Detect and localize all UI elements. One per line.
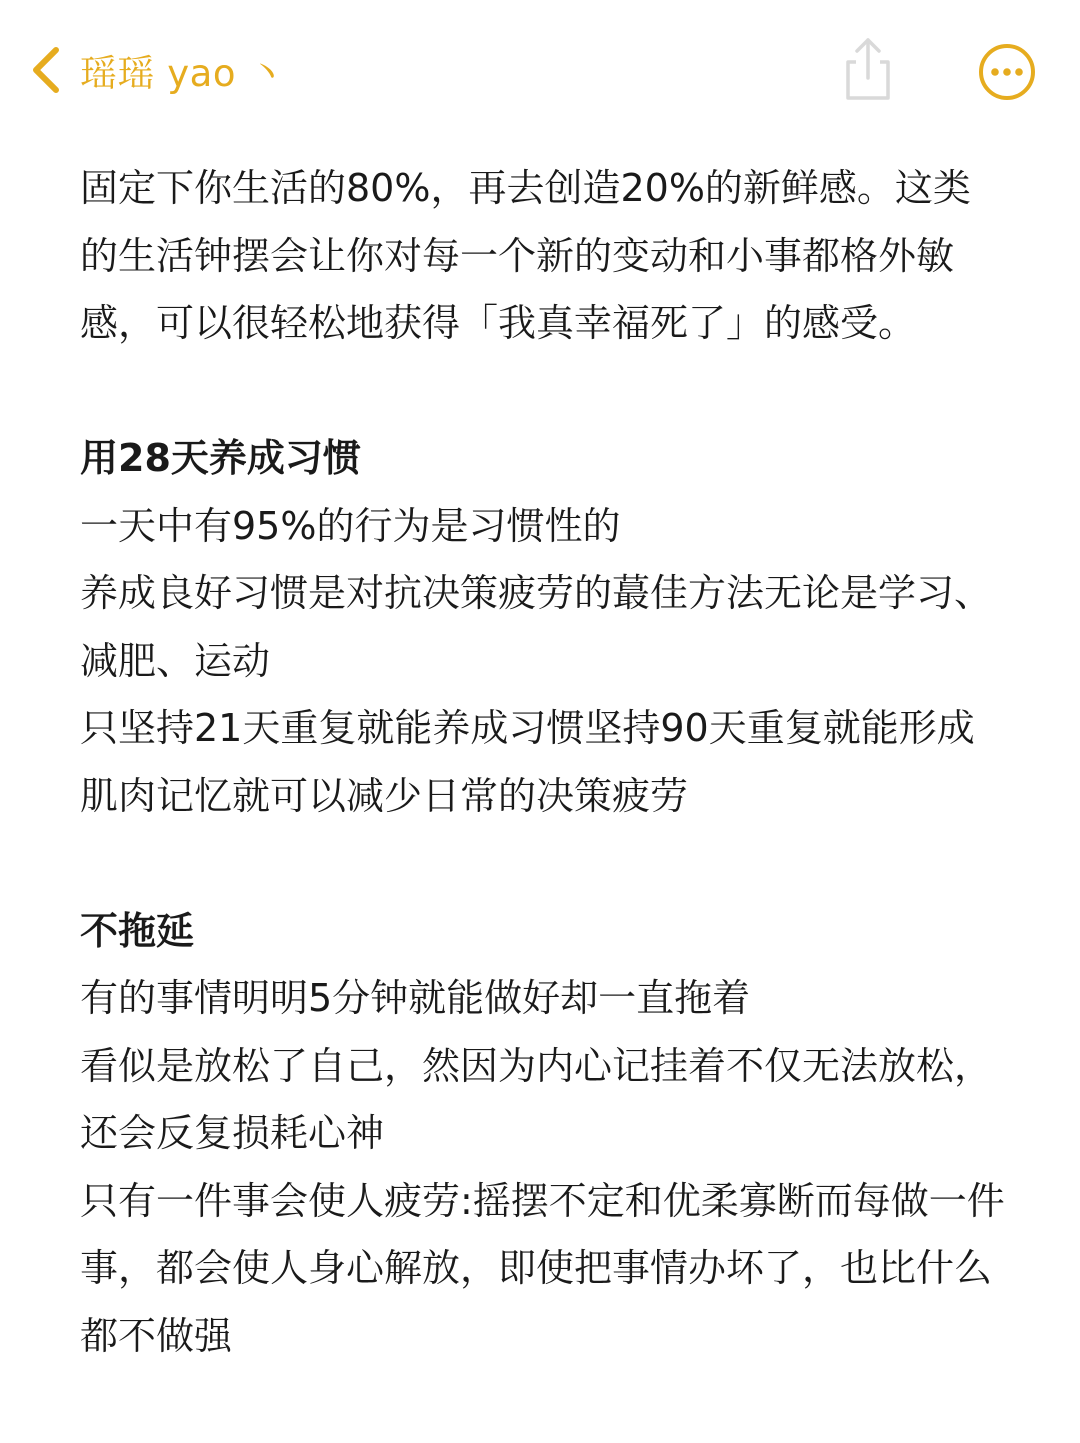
paragraph-line: 有的事情明明5分钟就能做好却一直拖着 bbox=[80, 976, 751, 1020]
nav-bar bbox=[0, 0, 1080, 140]
intro-paragraph: 固定下你生活的80%，再去创造20%的新鲜感。这类的生活钟摆会让你对每一个新的变动和小事都格外敏感，可以很轻松地获得「我真幸福死了」的感受。 bbox=[80, 166, 971, 345]
share-icon bbox=[838, 89, 898, 108]
share-button[interactable] bbox=[838, 34, 898, 104]
section-heading-procrastination: 不拖延 bbox=[80, 908, 195, 953]
paragraph-line: 一天中有95%的行为是习惯性的 bbox=[80, 503, 621, 548]
author-name[interactable]: 瑶瑶 yao 丶 bbox=[80, 52, 286, 95]
spacer bbox=[80, 830, 1005, 898]
more-icon bbox=[977, 87, 1037, 106]
paragraph-line: 只坚持21天重复就能养成习惯坚持90天重复就能形成肌肉记忆就可以减少日常的决策疲劳 bbox=[80, 706, 975, 818]
post-content bbox=[80, 155, 1005, 1370]
back-button[interactable] bbox=[28, 40, 286, 100]
chevron-left-icon bbox=[28, 44, 64, 96]
paragraph-line: 养成良好习惯是对抗决策疲劳的蕞佳方法无论是学习、减肥、运动 bbox=[80, 571, 993, 683]
spacer bbox=[80, 358, 1005, 426]
paragraph-line: 只有一件事会使人疲劳:摇摆不定和优柔寡断而每做一件事，都会使人身心解放，即使把事情办坏了，也比什么都不做强 bbox=[80, 1178, 1005, 1358]
more-button[interactable] bbox=[977, 42, 1037, 102]
paragraph-line: 看似是放松了自己，然因为内心记挂着不仅无法放松，还会反复损耗心神 bbox=[80, 1043, 993, 1155]
section-heading-habit: 用28天养成习惯 bbox=[80, 436, 361, 480]
